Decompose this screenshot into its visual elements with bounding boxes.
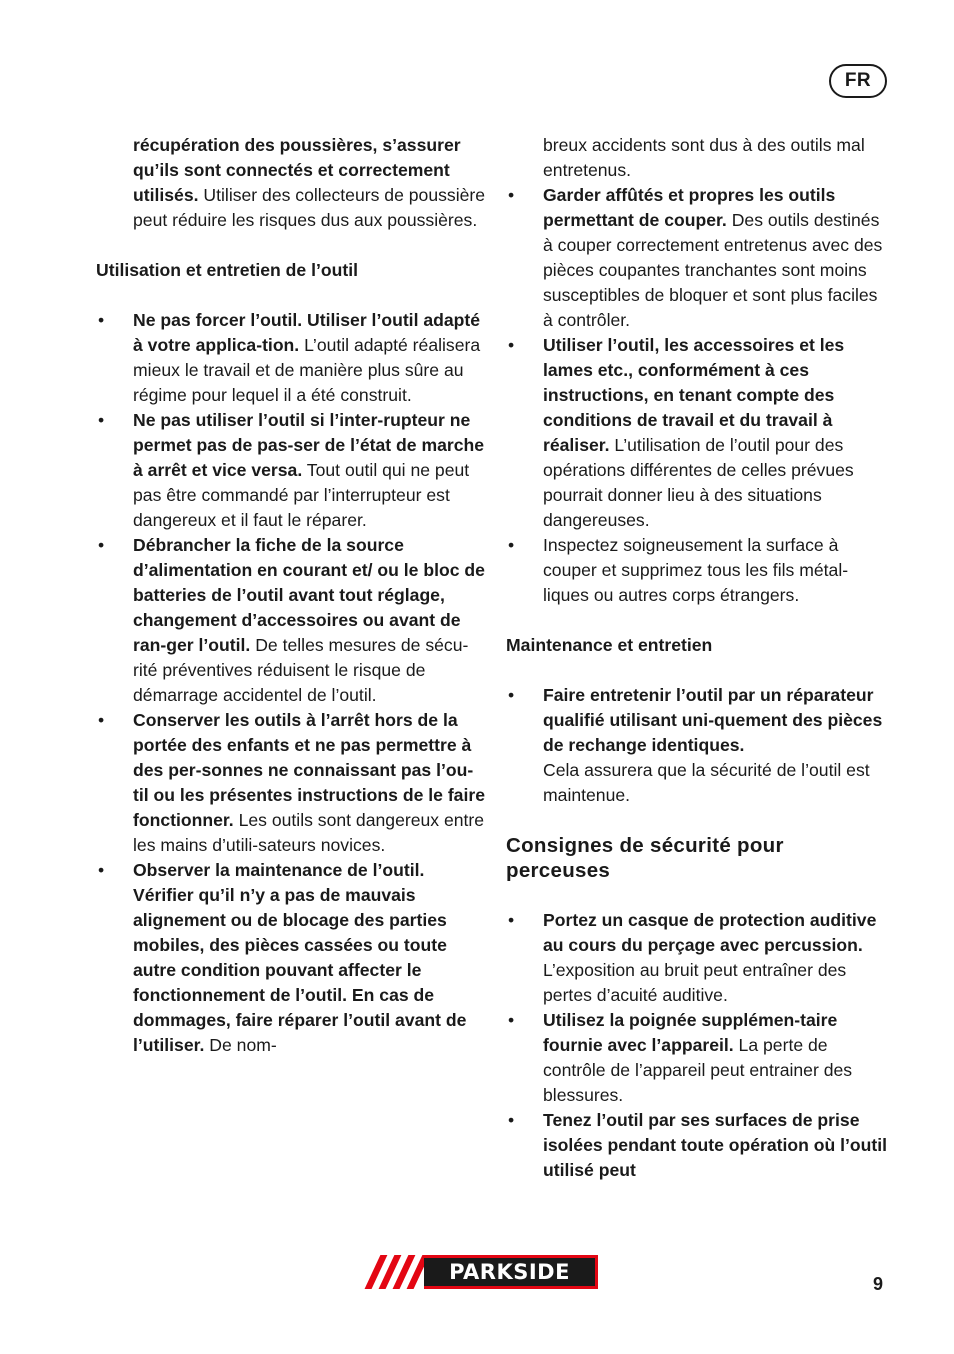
list-item: • Tenez l’outil par ses surfaces de prise isolées pendant toute opération où l’outil utilisé peut (508, 1110, 888, 1180)
bullet-icon: • (98, 535, 105, 555)
section-heading-maintenance: Maintenance et entretien (506, 635, 713, 655)
list-item: • Débrancher la fiche de la source d’alimentation en courant et/ ou le bloc de batteries de l’outil avant tout réglage, changement d’accessoires ou avant de ran-ger l’outil. De telles mesures de sécu-rité préventives réduisent le risque de démarrage accidentel de l’outil. (98, 535, 485, 705)
bullet-icon: • (508, 1110, 515, 1130)
continuation-text: breux accidents sont dus à des outils mal entretenus. (543, 135, 865, 180)
bullet-icon: • (508, 535, 515, 555)
list-item: • Ne pas forcer l’outil. Utiliser l’outil adapté à votre applica-tion. L’outil adapté réalisera mieux le travail et de manière plus sûre au régime pour lequel il a été construit. (98, 310, 481, 405)
bullet-icon: • (508, 1010, 515, 1030)
left-column (96, 133, 488, 1058)
list-item: • Inspectez soigneusement la surface à couper et supprimez tous les fils métal-liques ou autres corps étrangers. (508, 535, 849, 605)
brand-name: PARKSIDE (424, 1258, 595, 1286)
bullet-icon: • (98, 310, 105, 330)
bullet-icon: • (508, 910, 515, 930)
page-number: 9 (873, 1274, 884, 1294)
right-column (506, 133, 892, 1183)
list-item: • Conserver les outils à l’arrêt hors de la portée des enfants et ne pas permettre à des per-sonnes ne connaissant pas l’ou-til ou les présentes instructions de le faire fonctionner. Les outils sont dangereux entre les mains d’utili-sateurs novices. (98, 710, 485, 855)
list-item: • Portez un casque de protection auditive au cours du perçage avec percussion. L’exposition au bruit peut entraîner des pertes d’acuité auditive. (508, 910, 877, 1005)
intro-paragraph (96, 133, 488, 233)
language-badge: FR (829, 64, 887, 98)
section-heading-usage: Utilisation et entretien de l’outil (96, 260, 358, 280)
list-item: • Utiliser l’outil, les accessoires et les lames etc., conformément à ces instructions, en tenant compte des conditions de travail et du travail à réaliser. L’utilisation de l’outil pour des opérations différentes de celles prévues pourrait donner lieu à des situations dangereuses. (508, 335, 854, 530)
section-heading-drills: Consignes de sécurité pour perceuses (506, 834, 784, 882)
intro-text: Utiliser des collecteurs de poussière peut réduire les risques dus aux poussières. (133, 185, 486, 230)
stripes-icon (362, 1255, 424, 1289)
list-item: • Utilisez la poignée supplémen-taire fournie avec l’appareil. La perte de contrôle de l’appareil peut entrainer des blessures. (508, 1010, 853, 1105)
list-item: • Observer la maintenance de l’outil. Vérifier qu’il n’y a pas de mauvais alignement ou de blocage des parties mobiles, des pièces cassées ou toute autre condition pouvant affecter le fonctionnement de l’outil. En cas de dommages, faire réparer l’outil avant de l’utiliser. De nom- (98, 860, 467, 1055)
bullet-icon: • (98, 410, 105, 430)
list-item: • Faire entretenir l’outil par un réparateur qualifié utilisant uni-quement des pièces de rechange identiques. (508, 685, 883, 755)
bullet-icon: • (98, 710, 105, 730)
intro-bold: récupération des poussières, s’assurer qu’ils sont connectés et correctement utilisés. (133, 135, 461, 205)
list-item: • Garder affûtés et propres les outils permettant de couper. Des outils destinés à couper correctement entretenus avec des pièces coupantes tranchantes sont moins susceptibles de bloquer et sont plus faciles à contrôler. (508, 185, 883, 330)
bullet-icon: • (508, 335, 515, 355)
maintenance-note: Cela assurera que la sécurité de l’outil est maintenue. (543, 760, 870, 805)
parkside-logo (362, 1255, 598, 1289)
bullet-icon: • (508, 185, 515, 205)
bullet-icon: • (98, 860, 105, 880)
bullet-icon: • (508, 685, 515, 705)
list-item: • Ne pas utiliser l’outil si l’inter-rupteur ne permet pas de pas-ser de l’état de marche à arrêt et vice versa. Tout outil qui ne peut pas être commandé par l’interrupteur est dangereux et il faut le réparer. (98, 410, 485, 530)
